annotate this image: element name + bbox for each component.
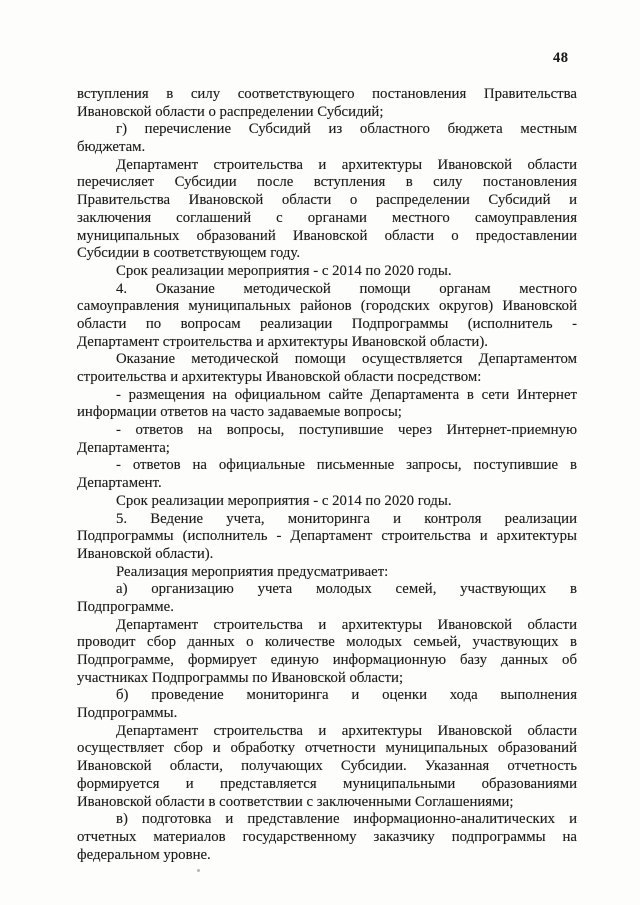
text-line: Подпрограммы (исполнитель - Департамент строительства и архитектуры (77, 528, 577, 545)
text-line: Ивановской области). (77, 545, 214, 562)
text-line: формируется и представляется муниципальными образованиями (77, 775, 577, 792)
paragraph (77, 723, 577, 811)
text-line: участниках Подпрограммы по Ивановской области; (77, 669, 404, 686)
paragraph (77, 617, 577, 688)
paragraph (77, 564, 577, 582)
text-line: Субсидии в соответствующем году. (77, 245, 301, 262)
scan-artifact-dot (197, 869, 200, 872)
text-line: Ивановской области в соответствии с заключенными Соглашениями; (77, 793, 514, 810)
text-line: самоуправления муниципальных районов (городских округов) Ивановской (77, 298, 577, 315)
text-line: Реализация мероприятия предусматривает: (116, 563, 389, 580)
paragraph (77, 351, 577, 386)
text-line: Ивановской области, получающих Субсидии. Указанная отчетность (77, 758, 577, 775)
text-line: федеральном уровне. (77, 846, 211, 863)
text-line: области по вопросам реализации Подпрограммы (исполнитель - (77, 315, 577, 332)
paragraph (77, 281, 577, 352)
text-line: вступления в силу соответствующего постановления Правительства (77, 86, 577, 102)
text-line: осуществляет сбор и обработку отчетности муниципальных образований (77, 740, 577, 757)
text-line: Подпрограмме. (77, 598, 174, 615)
text-line: Департамент. (77, 475, 162, 492)
text-line: а) организацию учета молодых семей, участвующих в (116, 581, 577, 598)
paragraph (77, 511, 577, 564)
text-line: заключения соглашений с органами местного самоуправления (77, 209, 577, 226)
paragraph (77, 581, 577, 616)
text-line: муниципальных образований Ивановской области о предоставлении (77, 227, 577, 244)
paragraph (77, 387, 577, 422)
text-line: - ответов на вопросы, поступившие через Интернет-приемную (116, 422, 577, 439)
text-line: строительства и архитектуры Ивановской области посредством: (77, 369, 482, 385)
text-line: Оказание методической помощи осуществляется Департаментом (116, 351, 577, 368)
text-line: Департамент строительства и архитектуры Ивановской области). (77, 333, 488, 350)
text-line: информации ответов на часто задаваемые вопросы; (77, 404, 402, 421)
text-line: Департамент строительства и архитектуры Ивановской области (116, 722, 577, 739)
text-line: в) подготовка и представление информационно-аналитических и (116, 811, 577, 828)
text-line: Департамент строительства и архитектуры Ивановской области (116, 156, 577, 173)
text-line: Срок реализации мероприятия - с 2014 по 2020 годы. (116, 262, 452, 279)
text-line: Подпрограмме, формирует единую информационную базу данных об (77, 652, 577, 668)
text-line: б) проведение мониторинга и оценки хода выполнения (116, 687, 577, 704)
paragraph (77, 457, 577, 492)
paragraph (77, 86, 577, 121)
text-line: Департамента; (77, 439, 170, 456)
text-line: г) перечисление Субсидий из областного бюджета местным (116, 121, 577, 138)
page-number: 48 (553, 50, 569, 66)
paragraph (77, 157, 577, 263)
paragraph (77, 121, 577, 156)
text-line: 5. Ведение учета, мониторинга и контроля реализации (116, 510, 577, 527)
text-line: проводит сбор данных о количестве молодых семьей, участвующих в (77, 634, 577, 651)
text-line: 4. Оказание методической помощи органам местного (116, 280, 577, 297)
text-line: Правительства Ивановской области о распределении Субсидий и (77, 192, 577, 209)
paragraph (77, 493, 577, 511)
text-line: Ивановской области о распределении Субсидий; (77, 103, 384, 120)
paragraph (77, 687, 577, 722)
paragraph (77, 422, 577, 457)
text-line: перечисляет Субсидии после вступления в силу постановления (77, 174, 577, 191)
text-line: отчетных материалов государственному заказчику подпрограммы на (77, 828, 577, 845)
text-line: Подпрограммы. (77, 705, 178, 722)
text-line: Срок реализации мероприятия - с 2014 по 2020 годы. (116, 492, 452, 509)
paragraph (77, 811, 577, 864)
document-content (77, 86, 577, 864)
paragraph (77, 263, 577, 281)
text-line: Департамент строительства и архитектуры Ивановской области (116, 616, 577, 633)
text-line: - размещения на официальном сайте Департамента в сети Интернет (116, 386, 577, 403)
text-line: бюджетам. (77, 139, 146, 156)
text-line: - ответов на официальные письменные запросы, поступившие в (116, 457, 577, 474)
